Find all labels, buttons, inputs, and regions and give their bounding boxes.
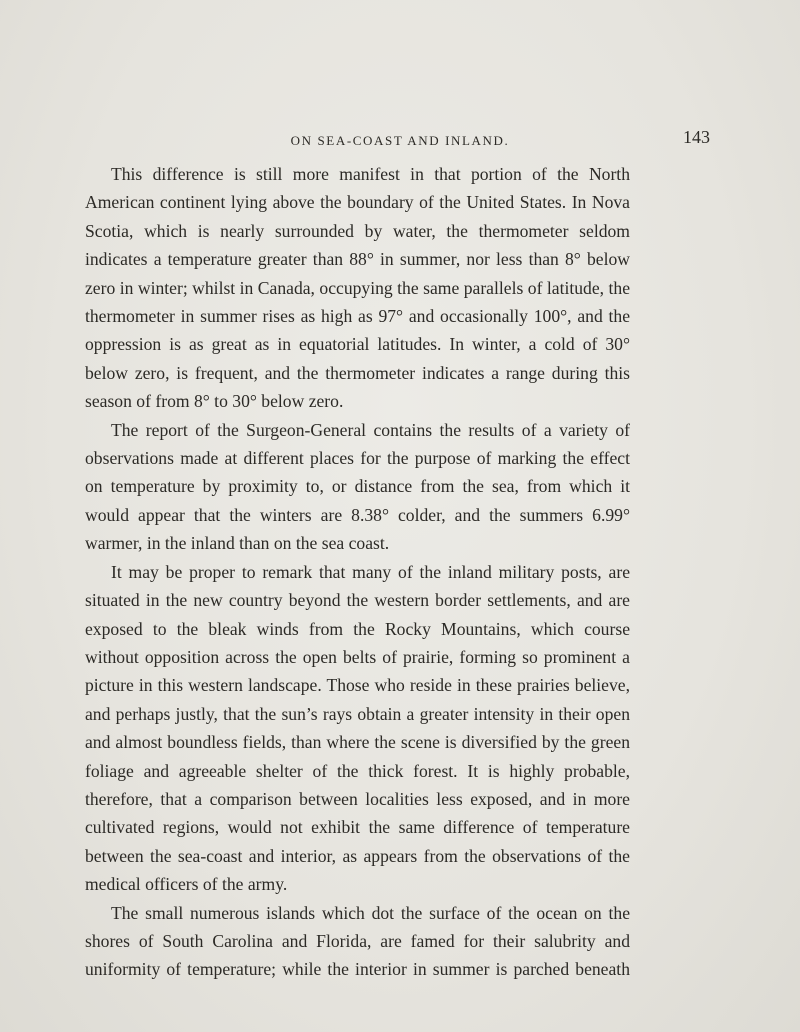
paragraph: It may be proper to remark that many of the inland military posts, are situated in the new country beyond the western border settlements, and are exposed to the bleak winds from the Rocky Mountains, which course without opposition across the open belts of prairie, forming so prominent a picture in this western landscape. Those who reside in these prairies believe, and perhaps justly, that the sun’s rays obtain a greater intensity in their open and almost boundless fields, than where the scene is diversified by the green foliage and agreeable shelter of the thick forest. It is highly probable, therefore, that a comparison between localities less exposed, and in more cultivated regions, would not exhibit the same difference of temperature between the sea-coast and interior, as appears from the observations of the medical officers of the army.: [85, 561, 630, 895]
paragraph: The report of the Surgeon-General contains the results of a variety of observations made at different places for the purpose of marking the effect on temperature by proximity to, or distance from the sea, from which it would appear that the winters are 8.38° colder, and the summers 6.99° warmer, in the inland than on the sea coast.: [85, 419, 630, 554]
page-header: [90, 127, 710, 153]
body-text: [85, 160, 630, 984]
paragraph: This difference is still more manifest in that portion of the North American continent lying above the boundary of the United States. In Nova Scotia, which is nearly surrounded by water, the thermometer seldom indicates a temperature greater than 88° in summer, nor less than 8° below zero in winter; whilst in Canada, occupying the same parallels of latitude, the thermometer in summer rises as high as 97° and occasionally 100°, and the oppression is as great as in equatorial latitudes. In winter, a cold of 30° below zero, is frequent, and the thermometer indicates a range during this season of from 8° to 30° below zero.: [85, 164, 630, 412]
running-title: ON SEA-COAST AND INLAND.: [290, 133, 510, 148]
paragraph: The small numerous islands which dot the surface of the ocean on the shores of South Carolina and Florida, are famed for their salubrity and uniformity of temperature; while the interior in summer is parched beneath: [85, 902, 630, 980]
page-number: 143: [683, 127, 710, 147]
